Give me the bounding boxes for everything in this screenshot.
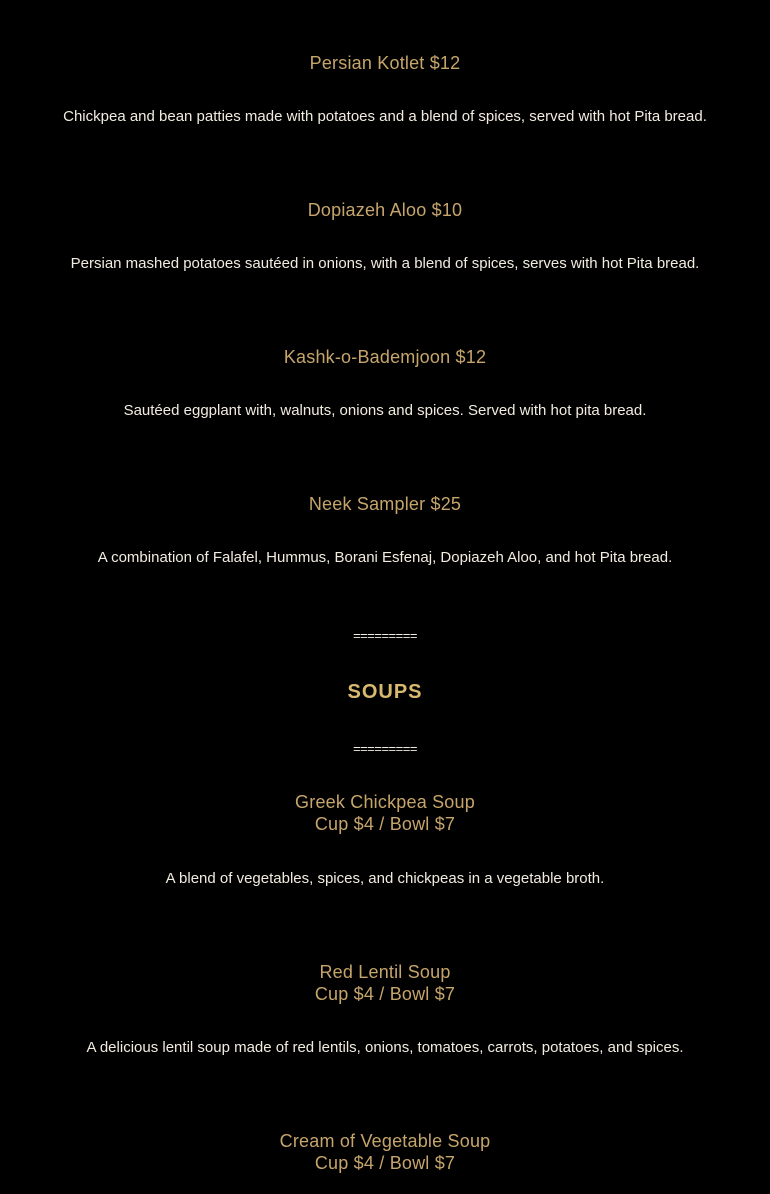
soup-description: A blend of vegetables, spices, and chickpeas in a vegetable broth. — [165, 870, 605, 887]
soup-name: Red Lentil Soup — [319, 962, 451, 982]
soup-price: Cup $4 / Bowl $7 — [314, 984, 456, 1004]
menu-item-title: Neek Sampler $25 — [308, 494, 462, 514]
menu-item-description: Sautéed eggplant with, walnuts, onions and spices. Served with hot pita bread. — [123, 402, 647, 419]
section-heading-soups: SOUPS — [347, 681, 423, 703]
soup-title — [0, 791, 770, 835]
soup-title — [0, 961, 770, 1005]
menu-item-title: Dopiazeh Aloo $10 — [307, 200, 463, 220]
soup-description: A delicious lentil soup made of red lentils, onions, tomatoes, carrots, potatoes, and spices. — [86, 1039, 684, 1056]
menu-item-description: Chickpea and bean patties made with potatoes and a blend of spices, served with hot Pita bread. — [63, 108, 707, 125]
menu-item-title: Kashk-o-Bademjoon $12 — [283, 347, 487, 367]
soup-price: Cup $4 / Bowl $7 — [314, 1153, 456, 1173]
soup-name: Greek Chickpea Soup — [295, 792, 475, 812]
soup-name: Cream of Vegetable Soup — [279, 1131, 491, 1151]
menu-item-description: A combination of Falafel, Hummus, Borani Esfenaj, Dopiazeh Aloo, and hot Pita bread. — [97, 549, 673, 566]
menu-item-description: Persian mashed potatoes sautéed in onions, with a blend of spices, serves with hot Pita bread. — [70, 255, 700, 272]
soup-title — [0, 1130, 770, 1174]
menu-item-title: Persian Kotlet $12 — [309, 53, 461, 73]
section-divider-top: ========= — [353, 628, 417, 643]
section-divider-bottom: ========= — [353, 741, 417, 756]
soup-price: Cup $4 / Bowl $7 — [314, 814, 456, 834]
